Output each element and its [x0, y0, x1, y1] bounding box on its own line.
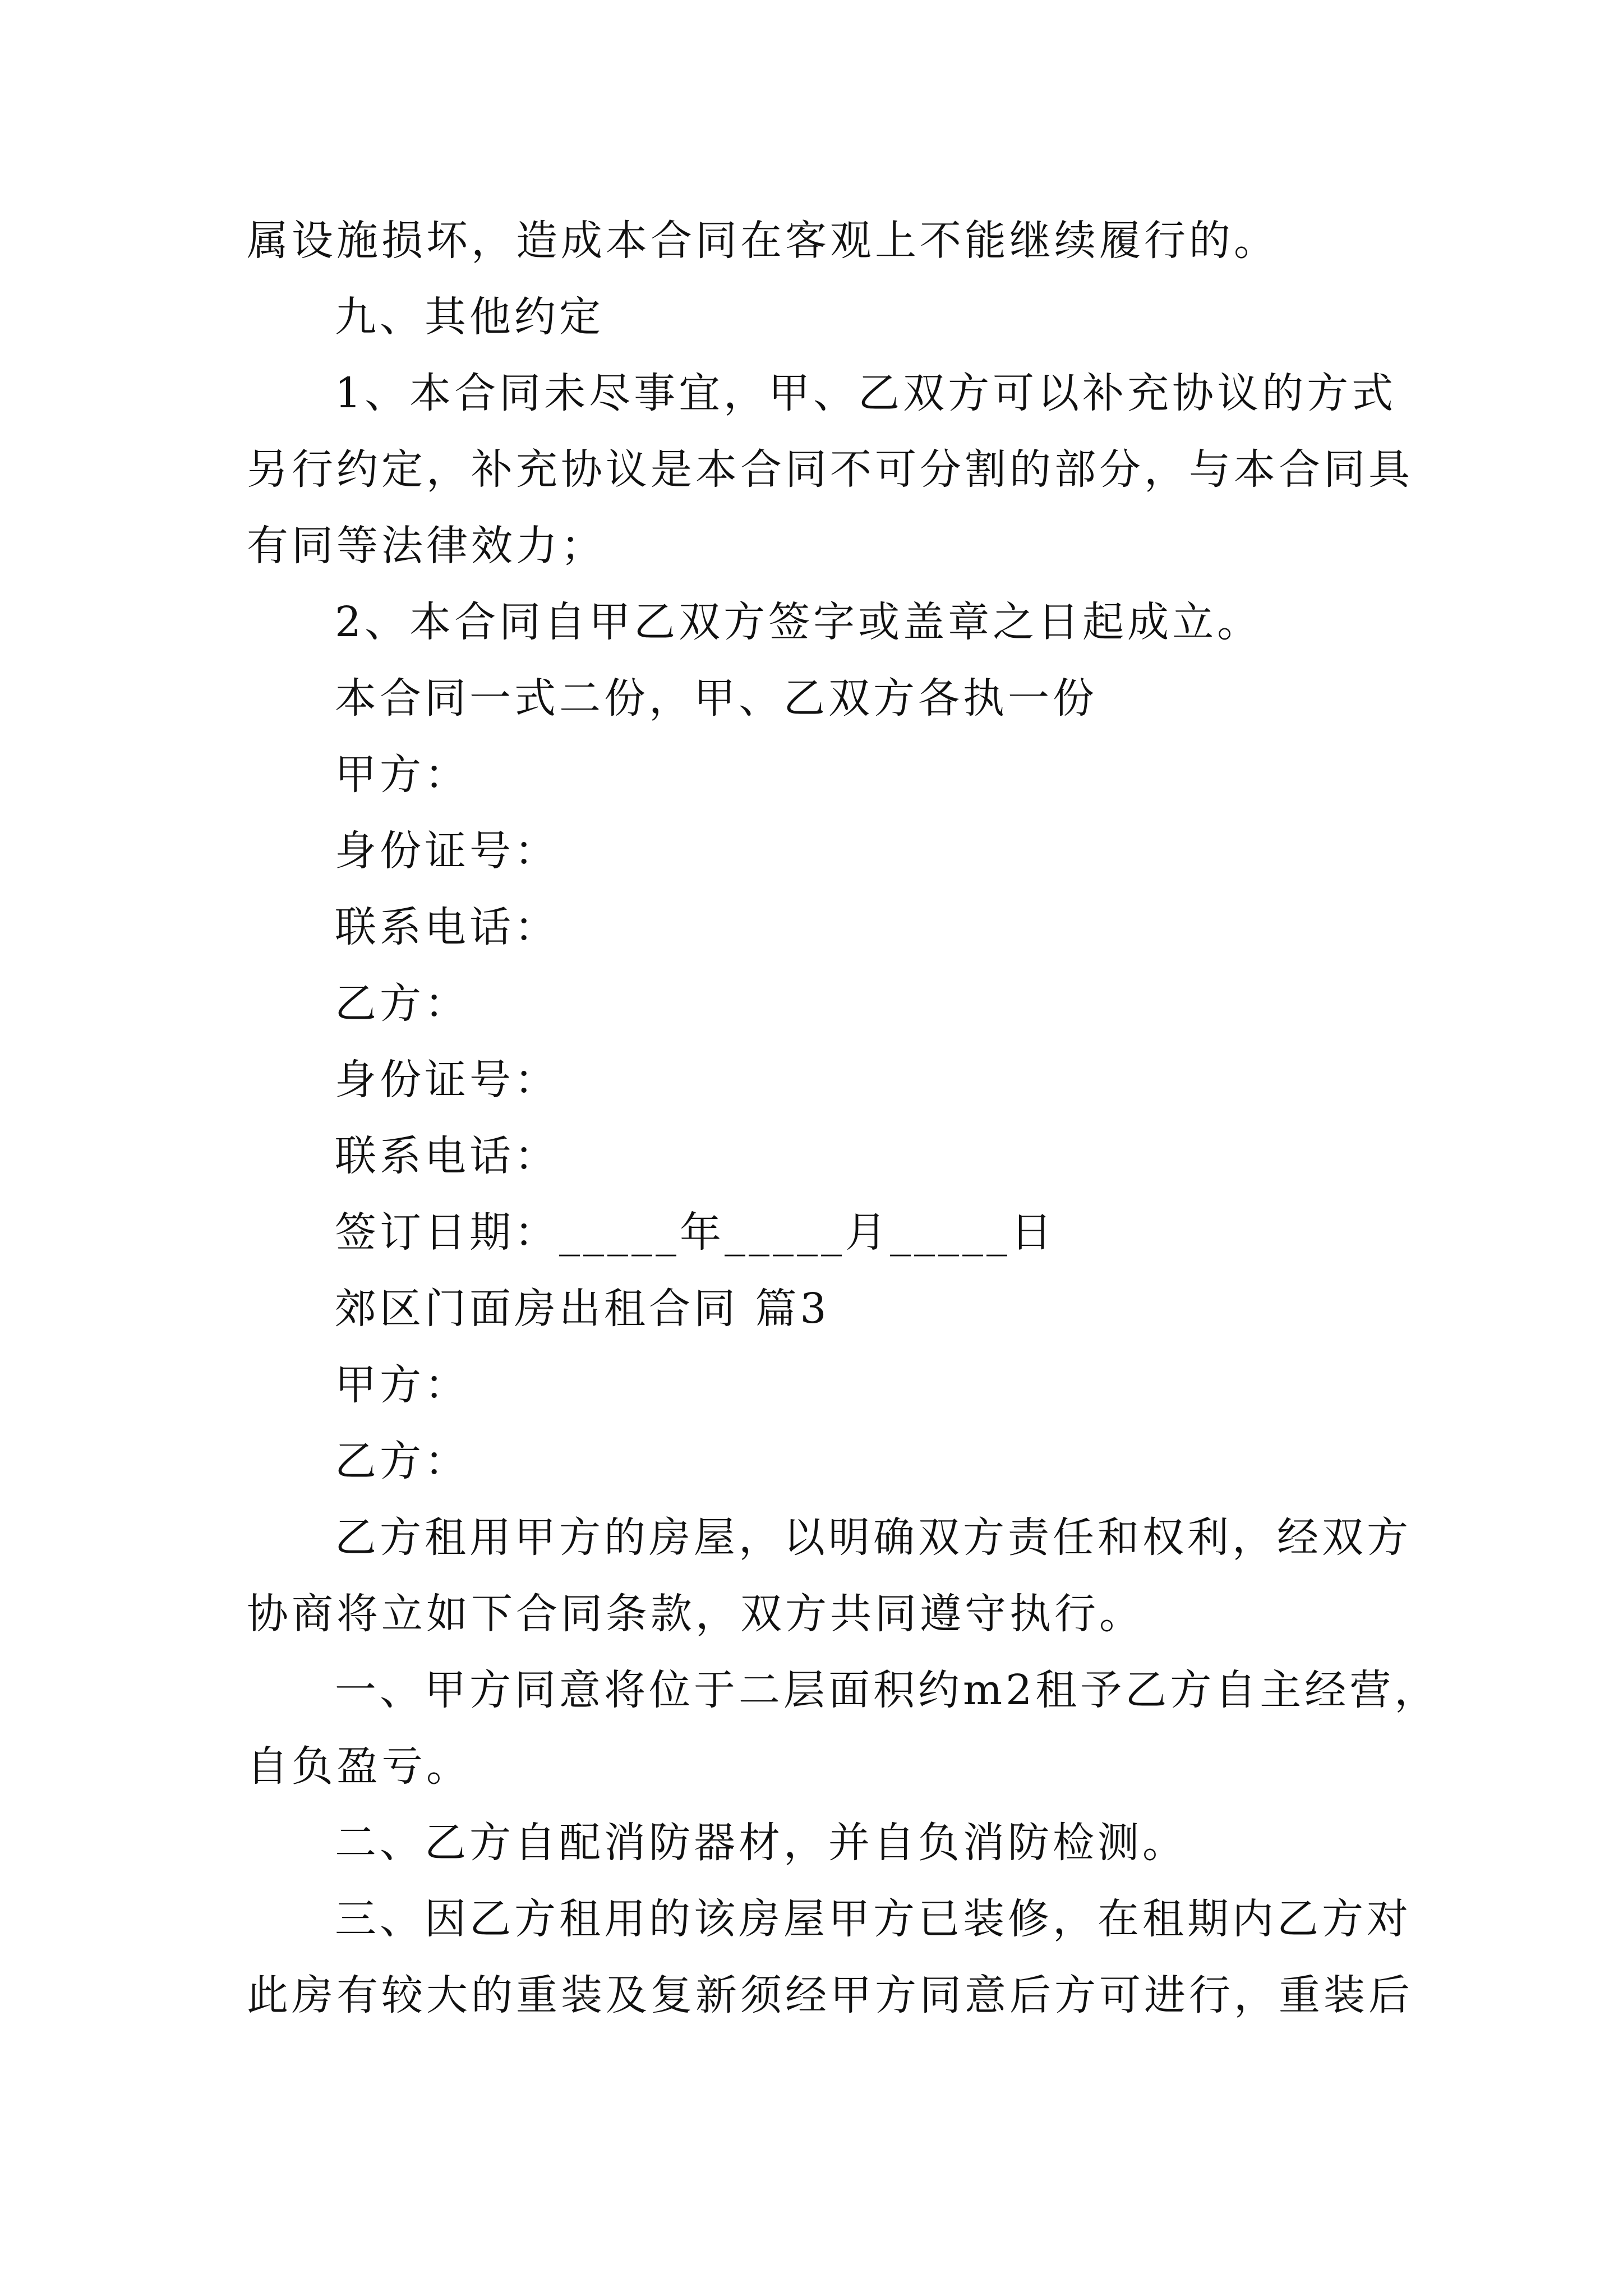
text-line: 三、因乙方租用的该房屋甲方已装修，在租期内乙方对	[335, 1895, 1412, 1943]
text-line: 另行约定，补充协议是本合同不可分割的部分，与本合同具	[247, 445, 1413, 494]
phone-label: 联系电话：	[335, 1132, 559, 1180]
text-line: 乙方租用甲方的房屋，以明确双方责任和权利，经双方	[335, 1513, 1412, 1562]
text-line: 自负盈亏。	[247, 1742, 471, 1791]
party-b-label: 乙方：	[335, 979, 469, 1028]
party-a-label: 甲方：	[335, 751, 469, 799]
signing-date-line: 签订日期：_____年_____月_____日	[335, 1208, 1055, 1257]
contract-title: 郊区门面房出租合同 篇3	[335, 1285, 830, 1333]
text-line: 一、甲方同意将位于二层面积约m2租予乙方自主经营，	[335, 1666, 1440, 1714]
id-number-label: 身份证号：	[335, 1056, 559, 1104]
party-a-label: 甲方：	[335, 1361, 469, 1409]
text-line: 此房有较大的重装及复新须经甲方同意后方可进行，重装后	[247, 1971, 1413, 2019]
text-line: 1、本合同未尽事宜，甲、乙双方可以补充协议的方式	[335, 369, 1397, 417]
text-line: 二、乙方自配消防器材，并自负消防检测。	[335, 1819, 1187, 1867]
text-line: 协商将立如下合同条款，双方共同遵守执行。	[247, 1590, 1144, 1638]
party-b-label: 乙方：	[335, 1437, 469, 1485]
text-line: 有同等法律效力；	[247, 522, 606, 570]
id-number-label: 身份证号：	[335, 827, 559, 875]
text-line: 本合同一式二份，甲、乙双方各执一份	[335, 674, 1098, 723]
text-line: 属设施损坏，造成本合同在客观上不能继续履行的。	[247, 217, 1279, 265]
phone-label: 联系电话：	[335, 903, 559, 951]
section-heading: 九、其他约定	[335, 293, 604, 341]
text-line: 2、本合同自甲乙双方签字或盖章之日起成立。	[335, 598, 1262, 646]
